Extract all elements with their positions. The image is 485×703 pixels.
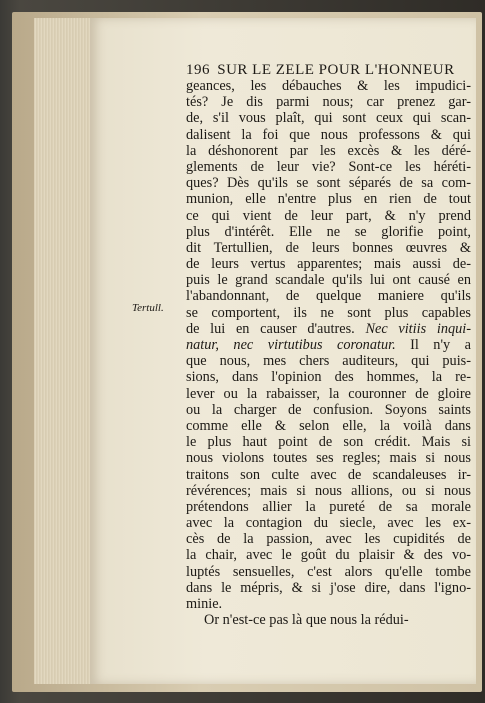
text-line: geances, les débauches & les impudici- xyxy=(186,78,471,94)
text-line: lever ou la rabaisser, la couronner de gloire xyxy=(186,385,471,402)
page-number: 196 xyxy=(186,62,210,78)
text-line: se comportent, ils ne sont plus capables xyxy=(186,304,471,321)
catchword-line: Or n'est-ce pas là que nous la rédui- xyxy=(204,612,409,629)
text-line: que nous, mes chers auditeurs, qui puis- xyxy=(186,353,471,370)
text-line: la déshonorent par les excès & les déré- xyxy=(186,142,471,159)
text-line: traitons son culte avec de scandaleuses ir- xyxy=(186,466,471,483)
text-line: ce qui vient de leur part, & n'y prend xyxy=(186,207,471,224)
margin-note: Tertull. xyxy=(132,302,164,314)
text-line: dit Tertullien, de leurs bonnes œuvres & xyxy=(186,239,471,256)
text-line: munion, elle n'entre plus en rien de tout xyxy=(186,191,471,208)
text-line: plus d'intérêt. Elle ne se glorifie point, xyxy=(186,223,471,240)
text-line: révérences; mais si nous allions, ou si nous xyxy=(186,482,471,499)
body-text xyxy=(186,78,471,628)
text-line: ou la charger de confusion. Soyons saints xyxy=(186,401,471,418)
text-line: glements de leur vie? Sont-ce les héréti- xyxy=(186,158,471,175)
text-line: comme elle & selon elle, la voilà dans xyxy=(186,417,471,434)
text-line: tés? Je dis parmi nous; car prenez gar- xyxy=(186,94,471,111)
text-line-with-quote xyxy=(186,321,471,337)
text-line: prétendons allier la pureté de sa morale xyxy=(186,498,471,515)
text-line: minie. xyxy=(186,596,223,612)
text-line: nous violons toutes ses regles; mais si nous xyxy=(186,450,471,467)
text-line: natur, nec virtutibus coronatur. Il n'y a xyxy=(186,337,471,353)
text-line: avec la contagion du siecle, avec les ex- xyxy=(186,515,471,532)
text-line: la chair, avec le goût du plaisir & des vo- xyxy=(186,547,471,564)
latin-quote: Nec vitiis inqui- xyxy=(365,320,471,337)
text-line: de leurs vertus apparentes; mais aussi de- xyxy=(186,256,471,273)
text-line: l'abandonnant, de quelque maniere qu'ils xyxy=(186,288,471,305)
text-line: dalisent la foi que nous professons & qui xyxy=(186,126,471,143)
text-line: ques? Dès qu'ils se sont séparés de sa com- xyxy=(186,175,471,192)
running-title: SUR LE ZELE POUR L'HONNEUR xyxy=(217,62,455,78)
text-line: le plus haut point de son crédit. Mais si xyxy=(186,434,471,451)
text-segment: de lui en causer d'autres. xyxy=(186,320,355,337)
text-line: de, s'il vous plaît, qui sont ceux qui scan- xyxy=(186,110,471,127)
text-line: cès de la passion, avec les cupidités de xyxy=(186,531,471,548)
text-line: dans le mépris, & si j'ose dire, dans l'igno- xyxy=(186,579,471,596)
text-line: puis le grand scandale qu'ils lui ont causé en xyxy=(186,272,471,289)
page-edges xyxy=(34,18,94,684)
text-line: sions, dans l'opinion des hommes, la re- xyxy=(186,369,471,386)
running-header xyxy=(186,62,455,79)
text-line: luptés sensuelles, c'est alors qu'elle tombe xyxy=(186,563,471,580)
